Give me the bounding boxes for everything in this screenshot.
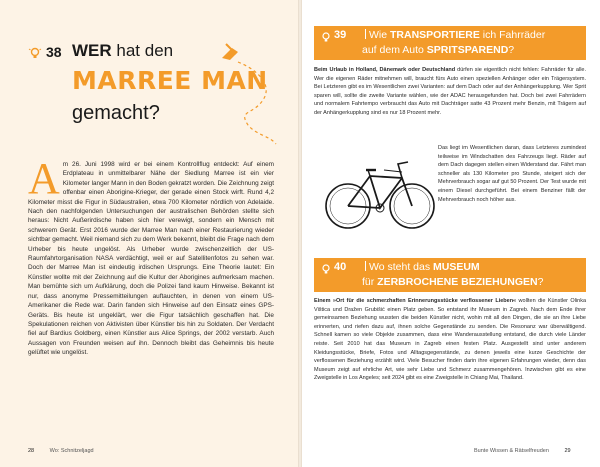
title-line-2: MARREE MAN [72, 66, 268, 95]
section-39-side-text: Das liegt im Wesentlichen daran, dass Letzteres zumindest teilweise im Windschatten des Fahrzeugs liegt. Räder auf dem Dach dagegen stellen einen Widerstand dar. Fährt man schneller als 130 Kilometer pro Stunde, steigert sich der Mehrverbrauch sogar auf gut 50 Prozent. Der Test wurde mit einem Diesel durchgeführt. Bei einem Benziner fällt der Mehrverbrauch noch höher aus. [438, 145, 586, 203]
page-number: 28 [28, 448, 35, 454]
airplane-icon [218, 40, 288, 150]
section-title-line-2: auf dem Auto SPRITSPAREND? [362, 44, 515, 56]
title-line-3: gemacht? [72, 102, 160, 124]
series-name: Wo: Schnitzeljagd [49, 448, 94, 454]
title-line-1: WER hat den [72, 41, 174, 60]
drop-cap: A [28, 154, 60, 203]
book-gutter [298, 0, 302, 467]
section-39-body: Beim Urlaub in Holland, Dänemark oder Deutschland dürfen sie eigentlich nicht fehlen: Fahrräder für alle. Wer die eigenen Räder mitnehmen will, braucht fürs Auto einen speziellen Anhänger oder ein Trägersystem. Bei Letzteren gibt es im Wesentlichen zwei Varianten: auf dem Dach oder auf der Anhängerkupplung. Wer Sprit sparen will, sollte die zweite Variante wählen, wie der ADAC herausgefunden hat. Doch bei zwei Fahrrädern und normalem Fahrtempo verbraucht das Auto mit Dachträger satte 43 Prozent mehr Benzin, mit Trägern auf der Anhängerkupplung sind es nur 18 Prozent mehr. [314, 67, 586, 116]
footer-left [28, 448, 94, 454]
section-number: 39 [334, 29, 347, 41]
lightbulb-icon [28, 46, 42, 60]
page-number: 29 [564, 448, 571, 454]
footer-right [474, 448, 571, 454]
section-39-header [314, 26, 586, 60]
section-title-line-1: Wo steht das MUSEUM [362, 261, 480, 273]
section-number: 40 [334, 261, 347, 273]
section-40-header [314, 258, 586, 292]
article-body: Am 26. Juni 1998 wird er bei einem Kontrollflug entdeckt: Auf einem Erdplateau in unmittelbarer Nähe der Siedlung Marree ist ein vier Kilometer langer Mann in den Boden gekratzt worden. Die Zeichnung zeigt offenbar einen Aborigine-Krieger, der gerade einen Stock wirft. Rund 4,2 Kilometer misst die Figur in Südaustralien, etwa 700 Kilometer nördlich von Adelaide. Nach den nachfolgenden Untersuchungen der australischen Behörden stellte sich heraus: Nicht Außerirdische haben sich hier verewigt, sondern ein Mensch mit schwerem Gerät. Erst 2016 wurde der Marree Man nach einer Restaurierung wieder sichtbar gemacht. Weil niemand sich zu dem Werk bekennt, bleibt die Frage nach dem Urheber bis heute ungelöst. Als Urheber wurde zwischenzeitlich der US-Raumfahrtorganisation NASA verdächtigt, weil er auf Satellitenfotos zu sehen war. Doch der Marree Man ist eindeutig irdischen Ursprungs. Eine Theorie lautet: Ein Künstler wollte mit der Zeichnung auf die Kultur der Aborigines aufmerksam machen. Man bemühte sich um Aufklärung, doch die Polizei fand kaum Hinweise. Bekannt ist nur, dass anonyme Pressemitteilungen auftauchten, in denen von einem US-Amerikaner die Rede war. Darin fanden sich Hinweise auf den Einsatz eines GPS-Geräts. Bis heute ist ungeklärt, wer die Figur tatsächlich geschaffen hat. Die Spekulationen reichen von Aktivisten über Künstler bis hin zu Soldaten. Der Verdacht fiel auf Bardius Goldberg, einen Künstler aus Alice Springs, der 2002 verstarb. Auch Aussagen von Freunden weisen auf ihn. Dennoch bleibt das Geheimnis bis heute gelüftet wie ungelöst. [28, 154, 274, 357]
section-title-line-1: Wie TRANSPORTIERE ich Fahrräder [362, 29, 545, 41]
section-40-body: Einem »Ort für die schmerzhaften Erinnerungsstücke verflossener Lieben« wollten die Künstler Olinka Vištica und Dražen Grubišić einen Platz geben. So entstand ihr Museum in Zagreb. Nach dem Ende ihrer gemeinsamen Beziehung wussten die beiden Künstler nicht, wohin mit all den Dingen, die sie an ihre Liebe erinnerten, und riefen dazu auf, ihnen solche Gegenstände zu senden. Die Resonanz war überwältigend. Schnell kamen so viele Objekte zusammen, dass eine Wanderausstellung entstand, die durch viele Länder reiste. Seit 2010 hat das Museum in Zagreb einen festen Platz. Ausgestellt sind unter anderem Kleidungsstücke, Briefe, Fotos und Alltagsgegenstände, zu denen jeweils eine kurze Geschichte der verflossenen Beziehung erzählt wird. Viele Besucher finden darin ihre eigenen Erfahrungen wieder, denn das Museum zeigt auf ehrliche Art, wie sehr Liebe und Schmerz zusammengehören. Inzwischen gibt es eine Zweigstelle in Los Angeles; seit 2024 gibt es eine Zweigstelle in Chiang Mai, Thailand. [314, 298, 587, 382]
bicycle-illustration [322, 148, 438, 234]
question-number: 38 [46, 44, 62, 60]
series-name: Bunte Wissen & Rätselfreuden [474, 448, 549, 454]
lightbulb-icon [320, 263, 332, 275]
lightbulb-icon [320, 31, 332, 43]
section-title-line-2: für ZERBROCHENE BEZIEHUNGEN? [362, 276, 544, 288]
